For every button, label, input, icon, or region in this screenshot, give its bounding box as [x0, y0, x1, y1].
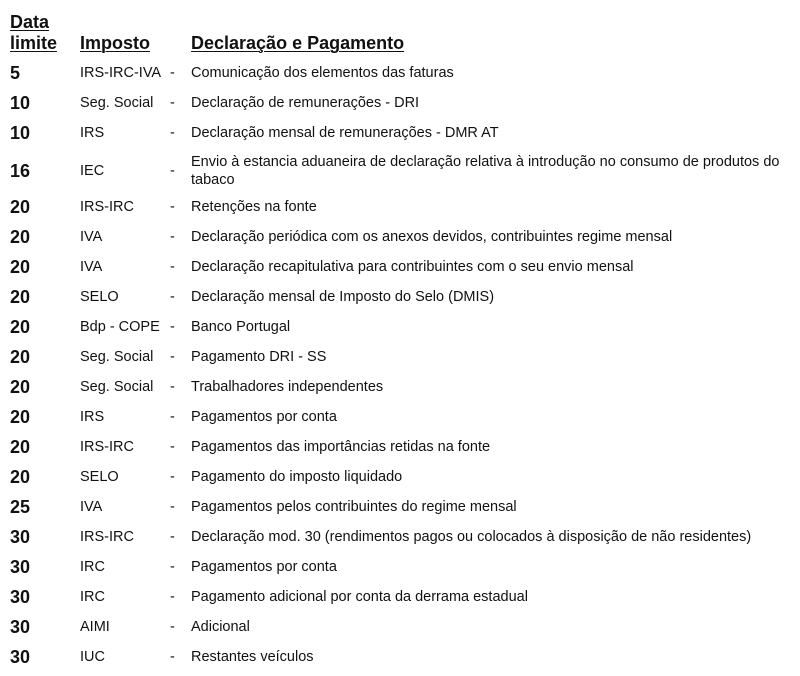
separator-dash: -: [170, 259, 175, 275]
deadline-day: 20: [10, 226, 31, 247]
separator-dash: -: [170, 469, 175, 485]
table-row: [10, 222, 798, 252]
table-row: [10, 342, 798, 372]
separator-dash: -: [170, 289, 175, 305]
obligation-description: Restantes veículos: [191, 649, 314, 665]
deadline-day: 20: [10, 196, 31, 217]
table-row: [10, 312, 798, 342]
tax-type: IRS-IRC: [80, 439, 134, 455]
deadline-day: 10: [10, 92, 31, 113]
deadline-day: 30: [10, 586, 31, 607]
obligation-description: Pagamentos por conta: [191, 559, 337, 575]
tax-type: IRS-IRC-IVA: [80, 65, 162, 81]
obligation-description: Envio à estancia aduaneira de declaração relativa à introdução no consumo de produtos do tabaco: [191, 154, 780, 188]
table-row: [10, 582, 798, 612]
obligation-description: Declaração mensal de remunerações - DMR AT: [191, 125, 499, 141]
separator-dash: -: [170, 409, 175, 425]
obligation-description: Declaração mod. 30 (rendimentos pagos ou colocados à disposição de não residentes): [191, 529, 752, 545]
separator-dash: -: [170, 529, 175, 545]
tax-calendar-table: [10, 8, 798, 672]
header-deadline-line1: Data: [10, 12, 50, 32]
deadline-day: 20: [10, 406, 31, 427]
separator-dash: -: [170, 649, 175, 665]
table-row: [10, 118, 798, 148]
table-row: [10, 252, 798, 282]
tax-type: Seg. Social: [80, 379, 154, 395]
table-row: [10, 372, 798, 402]
table-row: [10, 192, 798, 222]
obligation-description: Trabalhadores independentes: [191, 379, 384, 395]
header-deadline-line2: limite: [10, 33, 58, 53]
table-row: [10, 642, 798, 672]
obligation-description: Pagamentos por conta: [191, 409, 337, 425]
deadline-day: 25: [10, 496, 31, 517]
table-header: [10, 8, 798, 54]
deadline-day: 30: [10, 556, 31, 577]
tax-type: Seg. Social: [80, 95, 154, 111]
tax-type: IRS-IRC: [80, 529, 134, 545]
separator-dash: -: [170, 379, 175, 395]
tax-type: IRS-IRC: [80, 199, 134, 215]
tax-type: SELO: [80, 289, 119, 305]
table-row: [10, 88, 798, 118]
header-tax: Imposto: [80, 33, 150, 53]
table-row: [10, 402, 798, 432]
table-body: [10, 58, 798, 672]
obligation-description: Declaração recapitulativa para contribuintes com o seu envio mensal: [191, 259, 634, 275]
obligation-description: Pagamento do imposto liquidado: [191, 469, 403, 485]
deadline-day: 20: [10, 376, 31, 397]
separator-dash: -: [170, 439, 175, 455]
table-row: [10, 552, 798, 582]
separator-dash: -: [170, 619, 175, 635]
deadline-day: 5: [10, 62, 21, 83]
deadline-day: 20: [10, 286, 31, 307]
separator-dash: -: [170, 95, 175, 111]
separator-dash: -: [170, 199, 175, 215]
obligation-description: Pagamentos pelos contribuintes do regime mensal: [191, 499, 517, 515]
table-row: [10, 522, 798, 552]
table-row: [10, 150, 798, 192]
deadline-day: 30: [10, 526, 31, 547]
obligation-description: Banco Portugal: [191, 319, 291, 335]
tax-type: SELO: [80, 469, 119, 485]
tax-type: IRC: [80, 559, 105, 575]
separator-dash: -: [170, 499, 175, 515]
table-row: [10, 612, 798, 642]
obligation-description: Declaração periódica com os anexos devidos, contribuintes regime mensal: [191, 229, 673, 245]
tax-type: IVA: [80, 229, 103, 245]
deadline-day: 20: [10, 466, 31, 487]
obligation-description: Retenções na fonte: [191, 199, 317, 215]
obligation-description: Declaração mensal de Imposto do Selo (DMIS): [191, 289, 495, 305]
separator-dash: -: [170, 559, 175, 575]
tax-type: IRC: [80, 589, 105, 605]
separator-dash: -: [170, 589, 175, 605]
tax-type: Seg. Social: [80, 349, 154, 365]
deadline-day: 20: [10, 316, 31, 337]
obligation-description: Declaração de remunerações - DRI: [191, 95, 420, 111]
header-deadline: [10, 12, 80, 54]
tax-type: IUC: [80, 649, 105, 665]
separator-dash: -: [170, 229, 175, 245]
separator-dash: -: [170, 125, 175, 141]
deadline-day: 16: [10, 160, 31, 181]
deadline-day: 30: [10, 616, 31, 637]
table-row: [10, 282, 798, 312]
table-row: [10, 58, 798, 88]
tax-type: IVA: [80, 259, 103, 275]
deadline-day: 10: [10, 122, 31, 143]
deadline-day: 30: [10, 646, 31, 667]
tax-type: IRS: [80, 125, 105, 141]
separator-dash: -: [170, 349, 175, 365]
table-row: [10, 462, 798, 492]
tax-type: IVA: [80, 499, 103, 515]
separator-dash: -: [170, 65, 175, 81]
tax-type: IRS: [80, 409, 105, 425]
tax-type: AIMI: [80, 619, 110, 635]
tax-type: Bdp - COPE: [80, 319, 160, 335]
tax-type: IEC: [80, 163, 105, 179]
header-description: Declaração e Pagamento: [191, 33, 405, 53]
obligation-description: Adicional: [191, 619, 250, 635]
deadline-day: 20: [10, 346, 31, 367]
separator-dash: -: [170, 163, 175, 179]
deadline-day: 20: [10, 436, 31, 457]
obligation-description: Pagamentos das importâncias retidas na fonte: [191, 439, 491, 455]
deadline-day: 20: [10, 256, 31, 277]
obligation-description: Pagamento adicional por conta da derrama estadual: [191, 589, 528, 605]
obligation-description: Pagamento DRI - SS: [191, 349, 327, 365]
obligation-description: Comunicação dos elementos das faturas: [191, 65, 454, 81]
separator-dash: -: [170, 319, 175, 335]
table-row: [10, 432, 798, 462]
table-row: [10, 492, 798, 522]
